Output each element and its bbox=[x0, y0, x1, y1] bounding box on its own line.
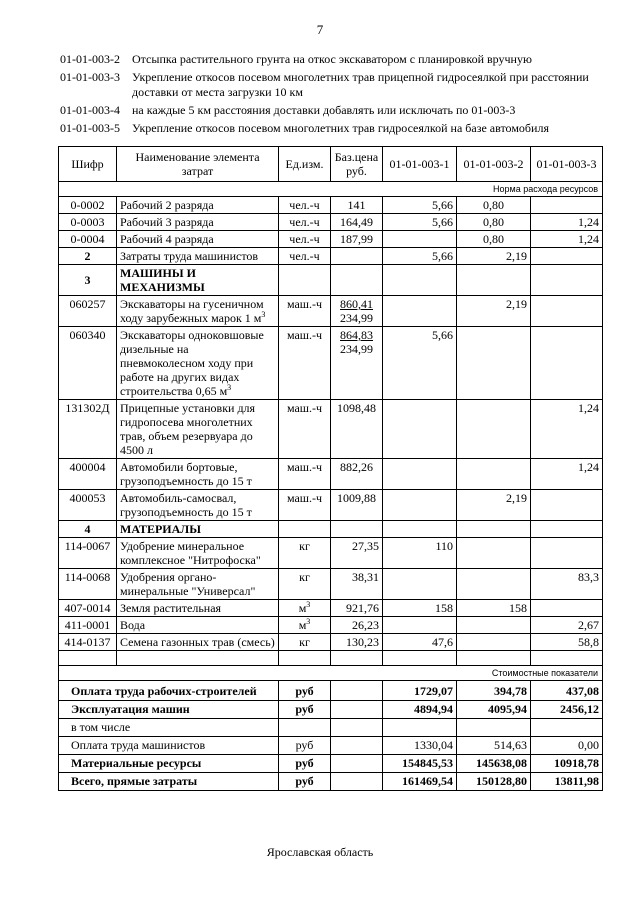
row-code: 114-0067 bbox=[59, 538, 117, 569]
row-value-1 bbox=[383, 400, 457, 459]
row-value-1: 158 bbox=[383, 600, 457, 617]
section-code: 2 bbox=[59, 248, 117, 265]
row-value-1: 5,66 bbox=[383, 327, 457, 400]
empty-cell bbox=[383, 265, 457, 296]
row-name: Автомобиль-самосвал, грузоподъемность до 15 т bbox=[117, 490, 279, 521]
totals-value-3: 437,08 bbox=[531, 681, 603, 701]
row-price: 27,35 bbox=[331, 538, 383, 569]
totals-value-2: 4095,94 bbox=[457, 701, 531, 719]
table-row bbox=[59, 459, 603, 490]
description-text: Укрепление откосов посевом многолетних трав прицепной гидросеялкой при расстоянии доставки от места загрузки 10 км bbox=[132, 70, 589, 99]
section-name: Затраты труда машинистов bbox=[117, 248, 279, 265]
row-value-3: 58,8 bbox=[531, 634, 603, 651]
row-value-2: 2,19 bbox=[457, 490, 531, 521]
table-row bbox=[59, 400, 603, 459]
row-value-1 bbox=[383, 459, 457, 490]
row-name: Рабочий 3 разряда bbox=[117, 214, 279, 231]
row-code: 407-0014 bbox=[59, 600, 117, 617]
totals-value-1 bbox=[383, 719, 457, 737]
row-name: Удобрения органо-минеральные "Универсал" bbox=[117, 569, 279, 600]
row-value-3 bbox=[531, 538, 603, 569]
superscript: 3 bbox=[227, 383, 232, 392]
row-price: 187,99 bbox=[331, 231, 383, 248]
empty-cell bbox=[331, 265, 383, 296]
row-code: 114-0068 bbox=[59, 569, 117, 600]
row-value-1: 47,6 bbox=[383, 634, 457, 651]
row-name: Экскаваторы на гусеничном ходу зарубежных марок 1 $м^3$ bbox=[117, 296, 279, 327]
row-value-2: 0,80 bbox=[457, 197, 531, 214]
row-code: 131302Д bbox=[59, 400, 117, 459]
empty-cell bbox=[531, 521, 603, 538]
cost-label: Стоимостные показатели bbox=[59, 666, 603, 681]
table-row bbox=[59, 617, 603, 634]
empty-spacer-row bbox=[59, 651, 603, 666]
resource-table bbox=[58, 146, 603, 791]
norm-label: Норма расхода ресурсов bbox=[59, 182, 603, 197]
row-price: 130,23 bbox=[331, 634, 383, 651]
totals-value-2 bbox=[457, 719, 531, 737]
labor-section bbox=[59, 197, 603, 248]
row-value-1: 110 bbox=[383, 538, 457, 569]
price-operator: 234,99 bbox=[340, 342, 373, 356]
row-unit: маш.-ч bbox=[279, 459, 331, 490]
superscript: 3 bbox=[261, 310, 266, 319]
totals-value-1: 1729,07 bbox=[383, 681, 457, 701]
empty-cell bbox=[331, 651, 383, 666]
price-main: 1098,48 bbox=[337, 401, 376, 415]
row-value-2 bbox=[457, 400, 531, 459]
row-value-1: 5,66 bbox=[383, 197, 457, 214]
row-price bbox=[331, 459, 383, 490]
row-value-1 bbox=[383, 490, 457, 521]
totals-value-3: 0,00 bbox=[531, 737, 603, 755]
price-operator: 234,99 bbox=[340, 311, 373, 325]
totals-price bbox=[331, 755, 383, 773]
totals-value-3: 2456,12 bbox=[531, 701, 603, 719]
description-code: 01-01-003-5 bbox=[60, 121, 120, 135]
table-row bbox=[59, 569, 603, 600]
totals-label: в том числе bbox=[59, 719, 279, 737]
row-unit: маш.-ч bbox=[279, 296, 331, 327]
empty-cell bbox=[457, 651, 531, 666]
section-2-row bbox=[59, 248, 603, 265]
table-row bbox=[59, 327, 603, 400]
table-row bbox=[59, 197, 603, 214]
totals-value-3 bbox=[531, 719, 603, 737]
empty-cell bbox=[279, 521, 331, 538]
empty-cell bbox=[531, 651, 603, 666]
totals-label: Материальные ресурсы bbox=[59, 755, 279, 773]
row-value-2: 0,80 bbox=[457, 214, 531, 231]
row-value-2 bbox=[457, 459, 531, 490]
totals-value-2: 514,63 bbox=[457, 737, 531, 755]
row-name: Семена газонных трав (смесь) bbox=[117, 634, 279, 651]
row-price: 921,76 bbox=[331, 600, 383, 617]
row-unit: чел.-ч bbox=[279, 231, 331, 248]
header-col2: 01-01-003-2 bbox=[457, 147, 531, 182]
totals-value-1: 161469,54 bbox=[383, 773, 457, 791]
row-value-2 bbox=[457, 569, 531, 600]
section-price bbox=[331, 248, 383, 265]
row-price: 38,31 bbox=[331, 569, 383, 600]
row-unit: маш.-ч bbox=[279, 327, 331, 400]
cost-label-row bbox=[59, 666, 603, 681]
table-row bbox=[59, 634, 603, 651]
row-code: 400053 bbox=[59, 490, 117, 521]
section-code: 3 bbox=[59, 265, 117, 296]
table-row bbox=[59, 538, 603, 569]
description-line bbox=[60, 52, 600, 67]
section-value-1: 5,66 bbox=[383, 248, 457, 265]
section-name: МАТЕРИАЛЫ bbox=[117, 521, 279, 538]
row-unit: маш.-ч bbox=[279, 400, 331, 459]
row-value-1: 5,66 bbox=[383, 214, 457, 231]
row-unit: чел.-ч bbox=[279, 197, 331, 214]
header-unit: Ед.изм. bbox=[279, 147, 331, 182]
table-row bbox=[59, 231, 603, 248]
header-name: Наименование элемента затрат bbox=[117, 147, 279, 182]
price-main: 882,26 bbox=[340, 460, 373, 474]
totals-unit: руб bbox=[279, 773, 331, 791]
empty-cell bbox=[59, 651, 117, 666]
row-code: 0-0004 bbox=[59, 231, 117, 248]
totals-value-1: 4894,94 bbox=[383, 701, 457, 719]
totals-value-1: 1330,04 bbox=[383, 737, 457, 755]
row-unit: маш.-ч bbox=[279, 490, 331, 521]
description-code: 01-01-003-3 bbox=[60, 70, 120, 84]
empty-cell bbox=[457, 521, 531, 538]
totals-value-2: 394,78 bbox=[457, 681, 531, 701]
table-row bbox=[59, 214, 603, 231]
header-code: Шифр bbox=[59, 147, 117, 182]
totals-row bbox=[59, 755, 603, 773]
totals-value-2: 150128,80 bbox=[457, 773, 531, 791]
description-line bbox=[60, 121, 600, 136]
row-price: 26,23 bbox=[331, 617, 383, 634]
totals-unit: руб bbox=[279, 737, 331, 755]
price-main: 860,41 bbox=[340, 297, 373, 311]
footer-region: Ярославская область bbox=[266, 845, 374, 859]
empty-cell bbox=[117, 651, 279, 666]
totals-price bbox=[331, 773, 383, 791]
row-unit: $м^3$ bbox=[279, 617, 331, 634]
row-value-2: 0,80 bbox=[457, 231, 531, 248]
totals-unit: руб bbox=[279, 681, 331, 701]
totals-value-2: 145638,08 bbox=[457, 755, 531, 773]
row-unit: кг bbox=[279, 634, 331, 651]
price-main: 1009,88 bbox=[337, 491, 376, 505]
description-text: Укрепление откосов посевом многолетних трав гидросеялкой на базе автомобиля bbox=[132, 121, 549, 135]
row-value-1 bbox=[383, 231, 457, 248]
totals-value-3: 13811,98 bbox=[531, 773, 603, 791]
section-4-row bbox=[59, 521, 603, 538]
row-value-3: 1,24 bbox=[531, 231, 603, 248]
row-code: 0-0003 bbox=[59, 214, 117, 231]
row-code: 060257 bbox=[59, 296, 117, 327]
section-unit: чел.-ч bbox=[279, 248, 331, 265]
empty-cell bbox=[383, 651, 457, 666]
totals-label: Оплата труда рабочих-строителей bbox=[59, 681, 279, 701]
row-price bbox=[331, 490, 383, 521]
totals-price bbox=[331, 737, 383, 755]
row-value-3: 2,67 bbox=[531, 617, 603, 634]
norm-label-row bbox=[59, 182, 603, 197]
section-code: 4 bbox=[59, 521, 117, 538]
description-text: Отсыпка растительного грунта на откос экскаватором с планировкой вручную bbox=[132, 52, 532, 66]
section-name: МАШИНЫ И МЕХАНИЗМЫ bbox=[117, 265, 279, 296]
totals-unit: руб bbox=[279, 755, 331, 773]
row-value-2: 158 bbox=[457, 600, 531, 617]
row-name: Рабочий 2 разряда bbox=[117, 197, 279, 214]
empty-cell bbox=[279, 651, 331, 666]
row-value-3: 83,3 bbox=[531, 569, 603, 600]
row-value-3 bbox=[531, 296, 603, 327]
description-line bbox=[60, 103, 600, 118]
superscript: 3 bbox=[306, 600, 311, 609]
row-value-3: 1,24 bbox=[531, 459, 603, 490]
row-value-2 bbox=[457, 327, 531, 400]
totals-row bbox=[59, 719, 603, 737]
row-value-3: 1,24 bbox=[531, 400, 603, 459]
row-unit: кг bbox=[279, 569, 331, 600]
table-header-row bbox=[59, 147, 603, 182]
row-value-2: 2,19 bbox=[457, 296, 531, 327]
row-name: Вода bbox=[117, 617, 279, 634]
row-value-2 bbox=[457, 634, 531, 651]
row-unit: чел.-ч bbox=[279, 214, 331, 231]
totals-row bbox=[59, 701, 603, 719]
totals-label: Всего, прямые затраты bbox=[59, 773, 279, 791]
totals-price bbox=[331, 701, 383, 719]
totals-unit bbox=[279, 719, 331, 737]
row-code: 400004 bbox=[59, 459, 117, 490]
description-code: 01-01-003-4 bbox=[60, 103, 120, 117]
row-code: 060340 bbox=[59, 327, 117, 400]
totals-price bbox=[331, 719, 383, 737]
description-text: на каждые 5 км расстояния доставки добавлять или исключать по 01-003-3 bbox=[132, 103, 516, 117]
row-code: 411-0001 bbox=[59, 617, 117, 634]
row-name: Автомобили бортовые, грузоподъемность до 15 т bbox=[117, 459, 279, 490]
row-price: 164,49 bbox=[331, 214, 383, 231]
row-value-3 bbox=[531, 327, 603, 400]
row-name: Удобрение минеральное комплексное "Нитрофоска" bbox=[117, 538, 279, 569]
row-value-1 bbox=[383, 296, 457, 327]
row-value-3 bbox=[531, 197, 603, 214]
row-value-2 bbox=[457, 538, 531, 569]
totals-row bbox=[59, 737, 603, 755]
row-value-1 bbox=[383, 617, 457, 634]
row-name: Прицепные установки для гидропосева многолетних трав, объем резервуара до 4500 л bbox=[117, 400, 279, 459]
totals-row bbox=[59, 681, 603, 701]
empty-cell bbox=[331, 521, 383, 538]
header-col1: 01-01-003-1 bbox=[383, 147, 457, 182]
row-value-3 bbox=[531, 490, 603, 521]
price-main: 864,83 bbox=[340, 328, 373, 342]
row-value-3: 1,24 bbox=[531, 214, 603, 231]
row-unit: кг bbox=[279, 538, 331, 569]
totals-price bbox=[331, 681, 383, 701]
totals-section bbox=[59, 681, 603, 791]
totals-label: Оплата труда машинистов bbox=[59, 737, 279, 755]
row-price: 141 bbox=[331, 197, 383, 214]
row-code: 0-0002 bbox=[59, 197, 117, 214]
row-name: Земля растительная bbox=[117, 600, 279, 617]
section-value-3 bbox=[531, 248, 603, 265]
table-row bbox=[59, 600, 603, 617]
row-price bbox=[331, 296, 383, 327]
header-price: Баз.цена руб. bbox=[331, 147, 383, 182]
row-value-3 bbox=[531, 600, 603, 617]
totals-label: Эксплуатация машин bbox=[59, 701, 279, 719]
row-value-2 bbox=[457, 617, 531, 634]
empty-cell bbox=[457, 265, 531, 296]
totals-row bbox=[59, 773, 603, 791]
empty-cell bbox=[383, 521, 457, 538]
superscript: 3 bbox=[306, 617, 311, 626]
table-row bbox=[59, 296, 603, 327]
row-code: 414-0137 bbox=[59, 634, 117, 651]
table-row bbox=[59, 490, 603, 521]
row-value-1 bbox=[383, 569, 457, 600]
row-unit: $м^3$ bbox=[279, 600, 331, 617]
empty-cell bbox=[279, 265, 331, 296]
totals-value-3: 10918,78 bbox=[531, 755, 603, 773]
empty-cell bbox=[531, 265, 603, 296]
totals-unit: руб bbox=[279, 701, 331, 719]
section-value-2: 2,19 bbox=[457, 248, 531, 265]
header-col3: 01-01-003-3 bbox=[531, 147, 603, 182]
row-name: Экскаваторы одноковшовые дизельные на пневмоколесном ходу при работе на других видах строительства 0,65 $м^3$ bbox=[117, 327, 279, 400]
row-price bbox=[331, 400, 383, 459]
page-number: 7 bbox=[316, 22, 324, 37]
row-name: Рабочий 4 разряда bbox=[117, 231, 279, 248]
section-3-row bbox=[59, 265, 603, 296]
row-price bbox=[331, 327, 383, 400]
machine-section bbox=[59, 296, 603, 521]
material-section bbox=[59, 538, 603, 651]
description-code: 01-01-003-2 bbox=[60, 52, 120, 66]
description-line bbox=[60, 70, 600, 100]
totals-value-1: 154845,53 bbox=[383, 755, 457, 773]
